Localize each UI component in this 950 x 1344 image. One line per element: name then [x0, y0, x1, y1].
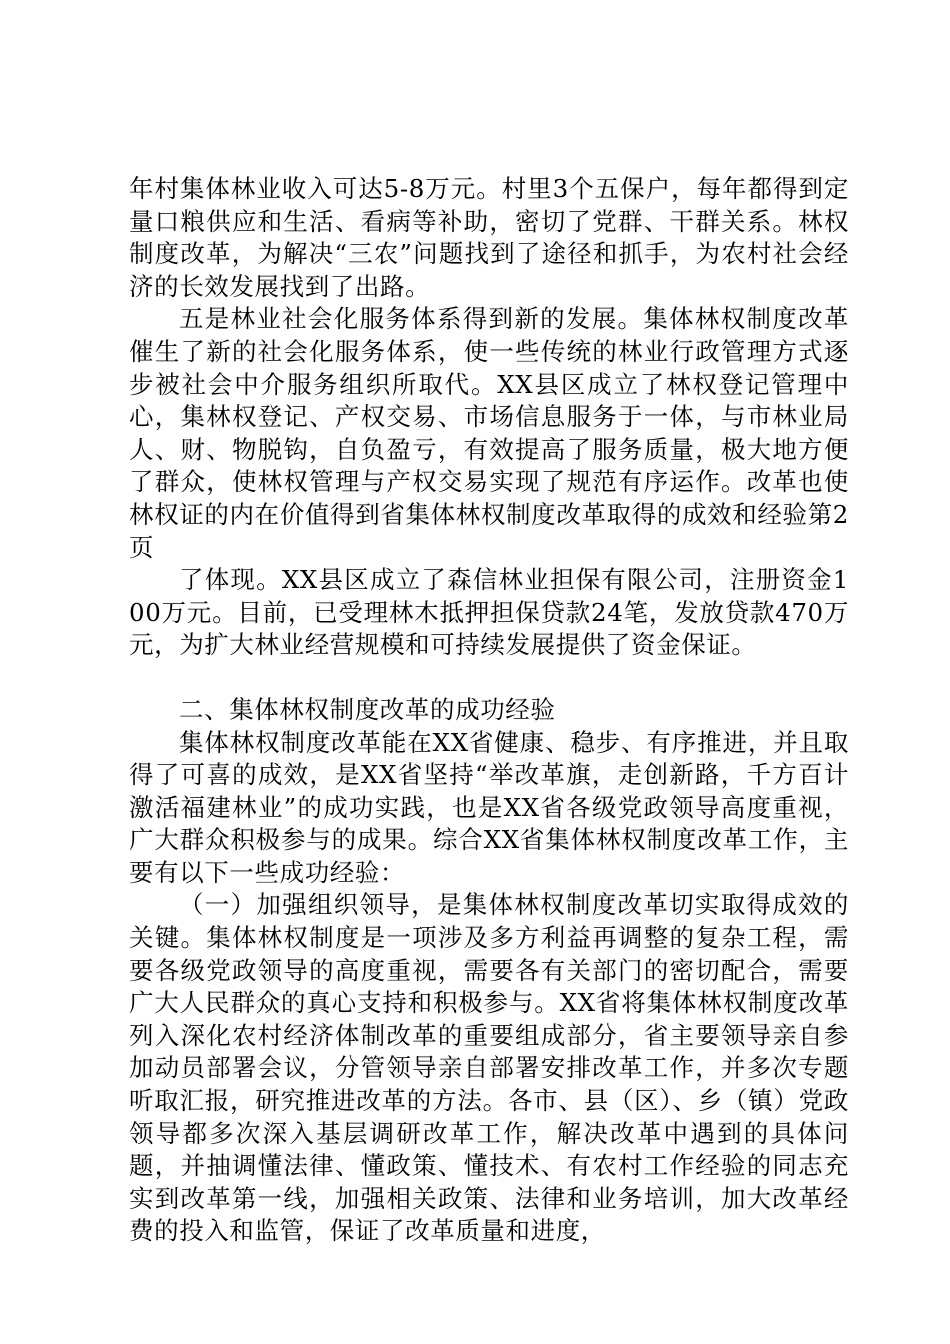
section-heading-success-experience: 二、集体林权制度改革的成功经验 — [179, 694, 556, 724]
document-body — [129, 173, 849, 1248]
paragraph-continuation: 年村集体林业收入可达5-8万元。村里3个五保户，每年都得到定量口粮供应和生活、看病等补助，密切了党群、干群关系。林权制度改革，为解决“三农”问题找到了途径和抓手，为农村社会经济的长效发展找到了出路。 — [129, 174, 849, 301]
paragraph-experience-intro: 集体林权制度改革能在XX省健康、稳步、有序推进，并且取得了可喜的成效，是XX省坚持“举改革旗，走创新路，千方百计激活福建林业”的成功实践，也是XX省各级党政领导高度重视，广大群众积极参与的成果。综合XX省集体林权制度改革工作，主要有以下一些成功经验： — [129, 727, 849, 887]
paragraph-five-social-service: 五是林业社会化服务体系得到新的发展。集体林权制度改革催生了新的社会化服务体系，使一些传统的林业行政管理方式逐步被社会中介服务组织所取代。XX县区成立了林权登记管理中心，集林权登记、产权交易、市场信息服务于一体，与市林业局人、财、物脱钩，自负盈亏，有效提高了服务质量，极大地方便了群众，使林权管理与产权交易实现了规范有序运作。改革也使林权证的内在价值得到省集体林权制度改革取得的成效和经验第2页 — [129, 304, 849, 562]
paragraph-guarantee-company: 了体现。XX县区成立了森信林业担保有限公司，注册资金100万元。目前，已受理林木抵押担保贷款24笔，发放贷款470万元，为扩大林业经营规模和可持续发展提供了资金保证。 — [129, 565, 849, 660]
paragraph-organization-leadership: （一）加强组织领导，是集体林权制度改革切实取得成效的关键。集体林权制度是一项涉及多方利益再调整的复杂工程，需要各级党政领导的高度重视，需要各有关部门的密切配合，需要广大人民群众的真心支持和积极参与。XX省将集体林权制度改革列入深化农村经济体制改革的重要组成部分，省主要领导亲自参加动员部署会议，分管领导亲自部署安排改革工作，并多次专题听取汇报，研究推进改革的方法。各市、县（区）、乡（镇）党政领导都多次深入基层调研改革工作，解决改革中遇到的具体问题，并抽调懂法律、懂政策、懂技术、有农村工作经验的同志充实到改革第一线，加强相关政策、法律和业务培训，加大改革经费的投入和监管，保证了改革质量和进度， — [129, 890, 849, 1246]
